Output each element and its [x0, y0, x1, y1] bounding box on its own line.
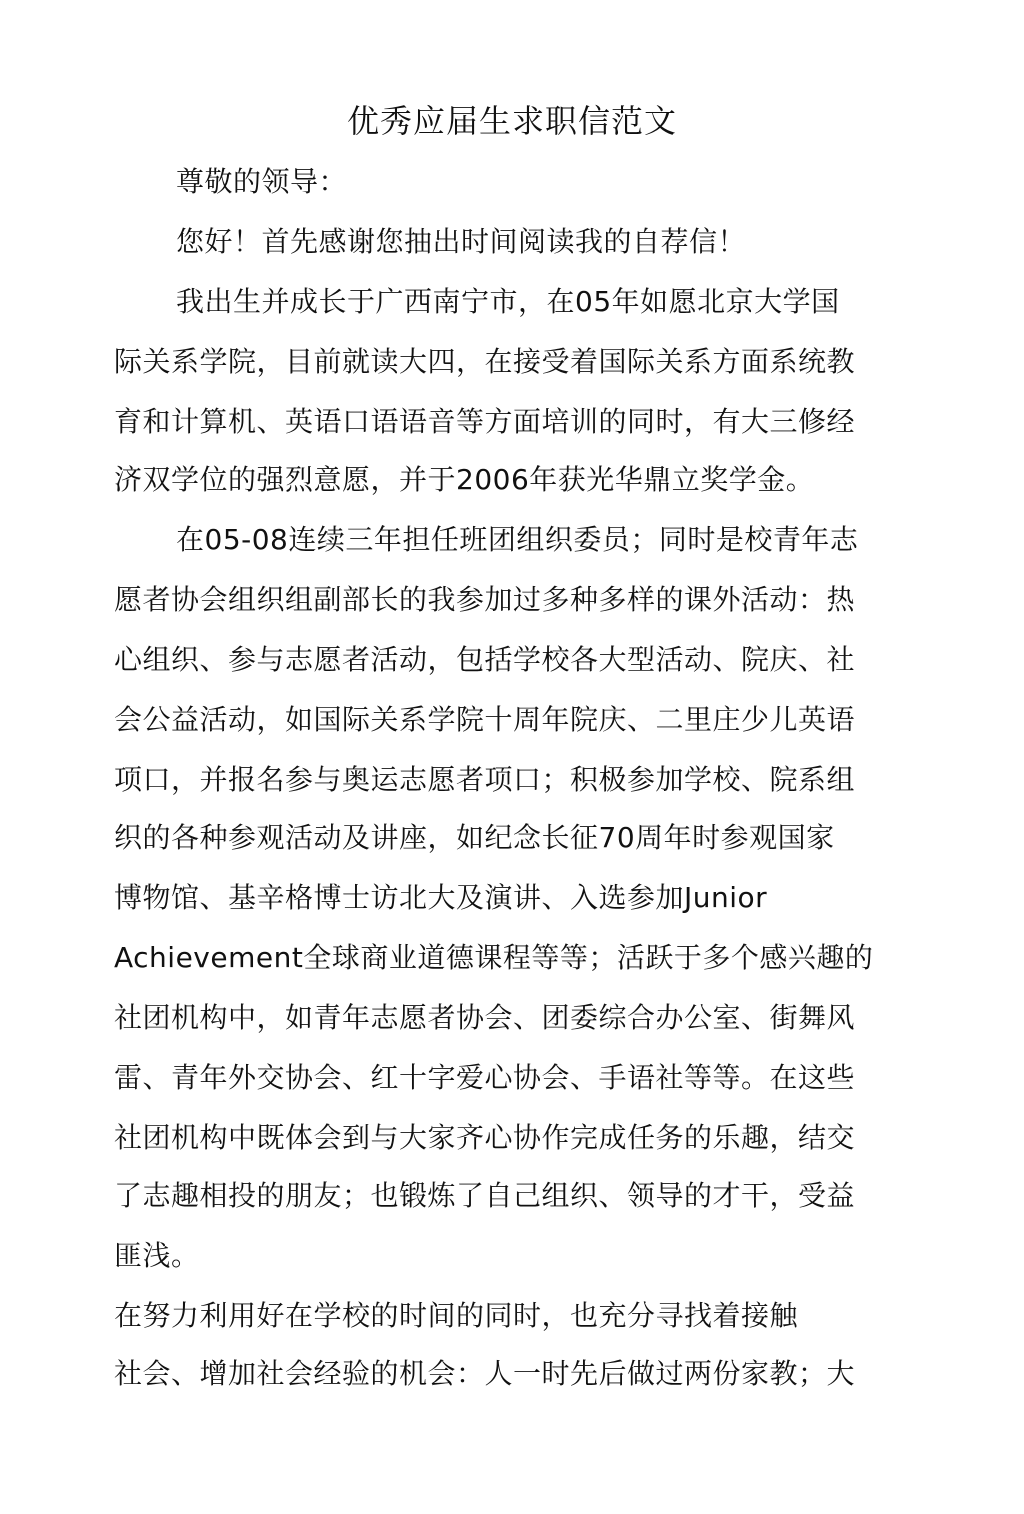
body-line: 心组织、参与志愿者活动，包括学校各大型活动、院庆、社 — [114, 643, 856, 676]
body-line: 博物馆、基辛格博士访北大及演讲、入选参加Junior — [114, 881, 768, 914]
greeting-line: 您好！首先感谢您抽出时间阅读我的自荐信！ — [176, 225, 747, 258]
body-line: 社团机构中，如青年志愿者协会、团委综合办公室、街舞风 — [114, 1001, 856, 1034]
body-line: 织的各种参观活动及讲座，如纪念长征70周年时参观国家 — [114, 821, 835, 854]
body-line: 我出生并成长于广西南宁市，在05年如愿北京大学国 — [176, 285, 840, 318]
body-line: 社会、增加社会经验的机会：人一时先后做过两份家教；大 — [114, 1357, 856, 1390]
body-line: 济双学位的强烈意愿，并于2006年获光华鼎立奖学金。 — [114, 463, 815, 496]
body-line: 在努力利用好在学校的时间的同时，也充分寻找着接触 — [114, 1299, 799, 1332]
salutation-line: 尊敬的领导： — [176, 165, 348, 198]
body-line: 了志趣相投的朋友；也锻炼了自己组织、领导的才干，受益 — [114, 1179, 856, 1212]
body-line: 会公益活动，如国际关系学院十周年院庆、二里庄少儿英语 — [114, 703, 856, 736]
body-line: 育和计算机、英语口语语音等方面培训的同时，有大三修经 — [114, 405, 856, 438]
document-title: 优秀应届生求职信范文 — [346, 102, 677, 140]
body-line: 匪浅。 — [114, 1239, 200, 1272]
body-line: 社团机构中既体会到与大家齐心协作完成任务的乐趣，结交 — [114, 1121, 856, 1154]
body-line: 际关系学院，目前就读大四，在接受着国际关系方面系统教 — [114, 345, 856, 378]
body-line: 在05-08连续三年担任班团组织委员；同时是校青年志 — [176, 523, 859, 556]
body-line: 愿者协会组织组副部长的我参加过多种多样的课外活动：热 — [114, 583, 856, 616]
body-line: 项口，并报名参与奥运志愿者项口；积极参加学校、院系组 — [114, 763, 856, 796]
body-line: Achievement全球商业道德课程等等；活跃于多个感兴趣的 — [114, 941, 874, 974]
body-line: 雷、青年外交协会、红十字爱心协会、手语社等等。在这些 — [114, 1061, 856, 1094]
